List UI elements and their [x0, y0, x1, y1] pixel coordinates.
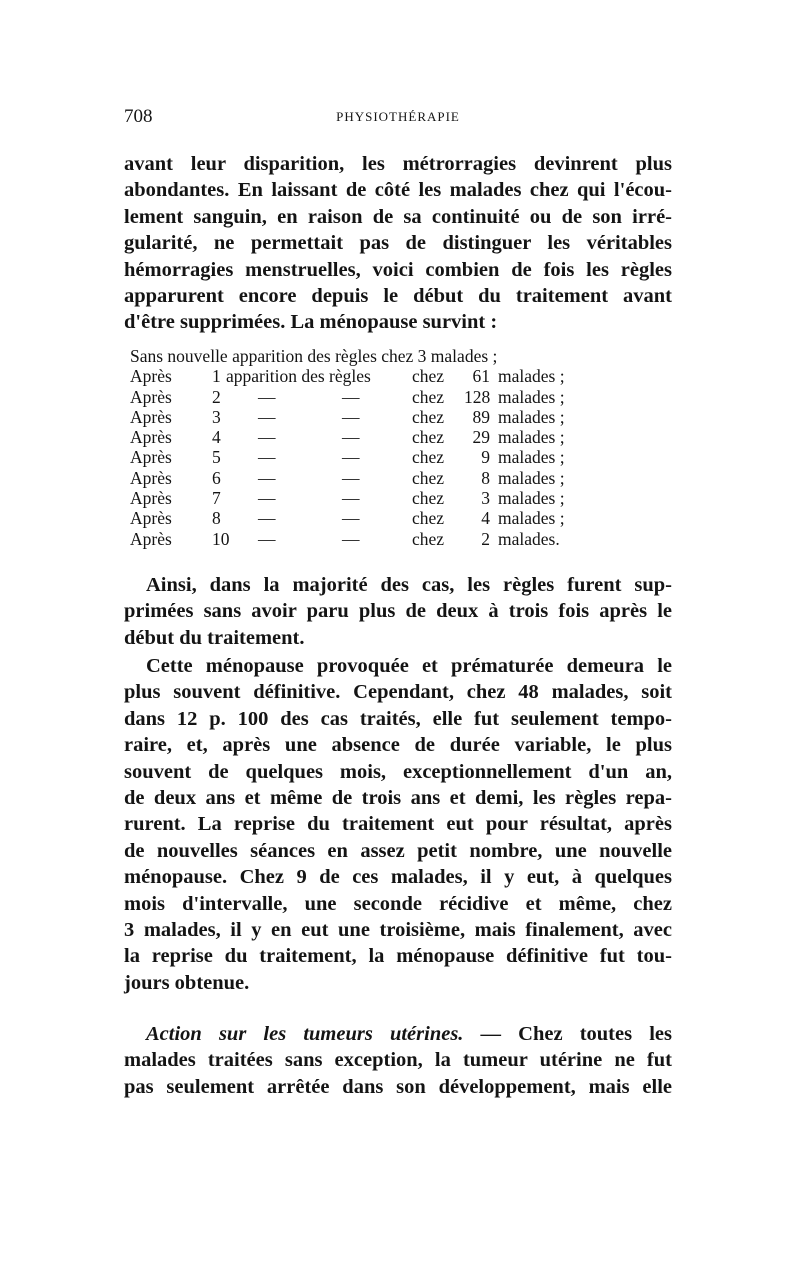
text-line: raire, et, après une absence de durée variable, le plus: [124, 734, 672, 757]
paragraph-1: [124, 151, 672, 336]
text-line: plus souvent définitive. Cependant, chez 48 malades, soit: [124, 681, 672, 704]
malades-label: malades ;: [498, 488, 565, 509]
text-line: [124, 1021, 672, 1047]
text-line: d'être supprimées. La ménopause survint :: [124, 311, 498, 334]
patient-count: 89: [472, 406, 490, 427]
table-row: [130, 508, 610, 528]
text-line: ménopause. Chez 9 de ces malades, il y eut, à quelques: [124, 866, 672, 889]
chez-label: chez: [412, 528, 445, 549]
chez-label: chez: [412, 488, 445, 509]
patient-count: 9: [481, 447, 490, 468]
patient-count: 3: [481, 488, 490, 509]
malades-label: malades ;: [498, 508, 565, 529]
dash-mark: —: [258, 427, 276, 448]
occurrence-number: 5: [212, 447, 221, 468]
text-line: de deux ans et même de trois ans et demi, les règles repa-: [124, 786, 672, 809]
text-line: dans 12 p. 100 des cas traités, elle fut seulement tempo-: [124, 707, 672, 730]
chez-label: chez: [412, 406, 445, 427]
apres-label: Après: [130, 406, 172, 427]
apres-label: Après: [130, 508, 172, 529]
dash-mark: —: [342, 386, 360, 407]
text-fragment: — Chez toutes les: [463, 1023, 672, 1045]
text-line: apparurent encore depuis le début du traitement avant: [124, 284, 672, 307]
text-line: primées sans avoir paru plus de deux à trois fois après le: [124, 600, 672, 623]
occurrence-number: 8: [212, 508, 221, 529]
apres-label: Après: [130, 427, 172, 448]
patient-count: 61: [472, 366, 490, 387]
page-header: [124, 106, 672, 136]
table-row: [130, 407, 610, 427]
text-line: mois d'intervalle, une seconde récidive et même, chez: [124, 892, 672, 915]
occurrence-number: 7: [212, 488, 221, 509]
malades-label: malades ;: [498, 386, 565, 407]
text-line: jours obtenue.: [124, 971, 250, 994]
text-line: Ainsi, dans la majorité des cas, les règles furent sup-: [146, 574, 672, 596]
apparition-text: apparition des règles: [226, 366, 371, 387]
dash-mark: —: [342, 427, 360, 448]
malades-label: malades ;: [498, 427, 565, 448]
table-row: [130, 387, 610, 407]
text-line: lement sanguin, en raison de sa continuité ou de son irré-: [124, 205, 672, 228]
text-line: de nouvelles séances en assez petit nombre, une nouvelle: [124, 839, 672, 862]
dash-mark: —: [258, 447, 276, 468]
table-row: [130, 346, 610, 366]
dash-mark: —: [342, 467, 360, 488]
apres-label: Après: [130, 488, 172, 509]
table-row: [130, 447, 610, 467]
chez-label: chez: [412, 386, 445, 407]
text-line: la reprise du traitement, la ménopause définitive fut tou-: [124, 945, 672, 968]
chez-label: chez: [412, 447, 445, 468]
malades-label: malades ;: [498, 467, 565, 488]
text-line: abondantes. En laissant de côté les malades chez qui l'écou-: [124, 179, 672, 202]
table-row: [130, 529, 610, 549]
text-line: gularité, ne permettait pas de distinguer les véritables: [124, 232, 672, 255]
table-row: [130, 427, 610, 447]
dash-mark: —: [258, 386, 276, 407]
dash-mark: —: [258, 406, 276, 427]
text-line: début du traitement.: [124, 626, 305, 649]
chez-label: chez: [412, 467, 445, 488]
patient-count: 4: [481, 508, 490, 529]
page-number: 708: [124, 106, 153, 127]
paragraph-3: [124, 653, 672, 996]
text-line: pas seulement arrêtée dans son développement, mais elle: [124, 1075, 672, 1098]
dash-mark: —: [258, 508, 276, 529]
running-title: PHYSIOTHÉRAPIE: [336, 109, 460, 124]
dash-mark: —: [342, 508, 360, 529]
text-line: 3 malades, il y en eut une troisième, mais finalement, avec: [124, 918, 672, 941]
occurrence-number: 1: [212, 366, 221, 387]
text-line: avant leur disparition, les métrorragies devinrent plus: [124, 153, 672, 175]
text-line: souvent de quelques mois, exceptionnellement d'un an,: [124, 760, 672, 783]
chez-label: chez: [412, 508, 445, 529]
chez-label: chez: [412, 366, 445, 387]
occurrence-number: 3: [212, 406, 221, 427]
occurrence-number: 6: [212, 467, 221, 488]
dash-mark: —: [258, 528, 276, 549]
apres-label: Après: [130, 447, 172, 468]
malades-label: malades ;: [498, 447, 565, 468]
section-title: Action sur les tumeurs utérines.: [146, 1023, 464, 1045]
table-row: [130, 366, 610, 386]
patient-count: 128: [464, 386, 491, 407]
apres-label: Après: [130, 467, 172, 488]
dash-mark: —: [342, 488, 360, 509]
apres-label: Après: [130, 366, 172, 387]
malades-label: malades ;: [498, 406, 565, 427]
dash-mark: —: [258, 467, 276, 488]
dash-mark: —: [342, 447, 360, 468]
occurrence-number: 4: [212, 427, 221, 448]
occurrence-number: 2: [212, 386, 221, 407]
dash-mark: —: [342, 406, 360, 427]
text-line: Cette ménopause provoquée et prématurée demeura le: [146, 655, 672, 677]
menstruation-table: [130, 346, 610, 549]
patient-count: 8: [481, 467, 490, 488]
apres-label: Après: [130, 386, 172, 407]
dash-mark: —: [342, 528, 360, 549]
text-line: hémorragies menstruelles, voici combien de fois les règles: [124, 258, 672, 281]
paragraph-2: [124, 572, 672, 651]
malades-label: malades ;: [498, 366, 565, 387]
paragraph-4: [124, 1021, 672, 1100]
table-row: [130, 468, 610, 488]
text-line: rurent. La reprise du traitement eut pour résultat, après: [124, 813, 672, 836]
patient-count: 2: [481, 528, 490, 549]
patient-count: 29: [472, 427, 490, 448]
table-first-line: Sans nouvelle apparition des règles chez 3 malades ;: [130, 346, 498, 366]
apres-label: Après: [130, 528, 172, 549]
table-row: [130, 488, 610, 508]
occurrence-number: 10: [212, 528, 230, 549]
chez-label: chez: [412, 427, 445, 448]
dash-mark: —: [258, 488, 276, 509]
malades-label: malades.: [498, 528, 560, 549]
text-line: malades traitées sans exception, la tumeur utérine ne fut: [124, 1049, 672, 1072]
